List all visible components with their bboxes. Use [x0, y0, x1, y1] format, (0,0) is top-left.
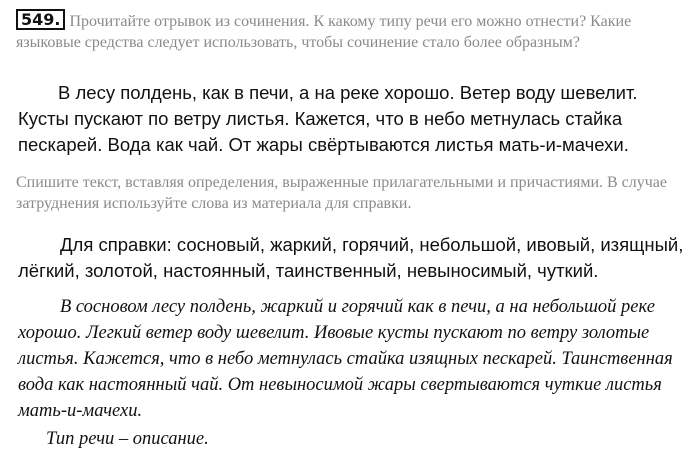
speech-type: Тип речи – описание.	[46, 429, 209, 449]
task-header	[16, 9, 688, 53]
essay-excerpt: В лесу полдень, как в печи, а на реке хорошо. Ветер воду шевелит. Кусты пускают по ветру листья. Кажется, что в небо метнулась стайка пескарей. Вода как чай. От жары свёртываются листья мать-и-мачехи.	[18, 82, 638, 155]
task-question: Прочитайте отрывок из сочинения. К какому типу речи его можно отнести? Какие языковые средства следует использовать, чтобы сочинение стало более образным?	[16, 13, 632, 51]
task-number: 549.	[16, 9, 65, 30]
answer-block	[18, 294, 690, 452]
task-instruction: Спишите текст, вставляя определения, выраженные прилагательными и причастиями. В случае затруднения используйте слова из материала для справки.	[16, 174, 668, 212]
answer-text: В сосновом лесу полдень, жаркий и горячий как в печи, а на небольшой реке хорошо. Легкий ветер воду шевелит. Ивовые кусты пускают по ветру золотые листья. Кажется, что в небо метнулась стайка изящных пескарей. Таинственная вода как настоянный чай. От невыносимой жары свертываются чуткие листья мать-и-мачехи.	[18, 297, 673, 421]
reference-words: Для справки: сосновый, жаркий, горячий, небольшой, ивовый, изящный, лёгкий, золотой, настоянный, таинственный, невыносимый, чуткий.	[18, 234, 684, 281]
